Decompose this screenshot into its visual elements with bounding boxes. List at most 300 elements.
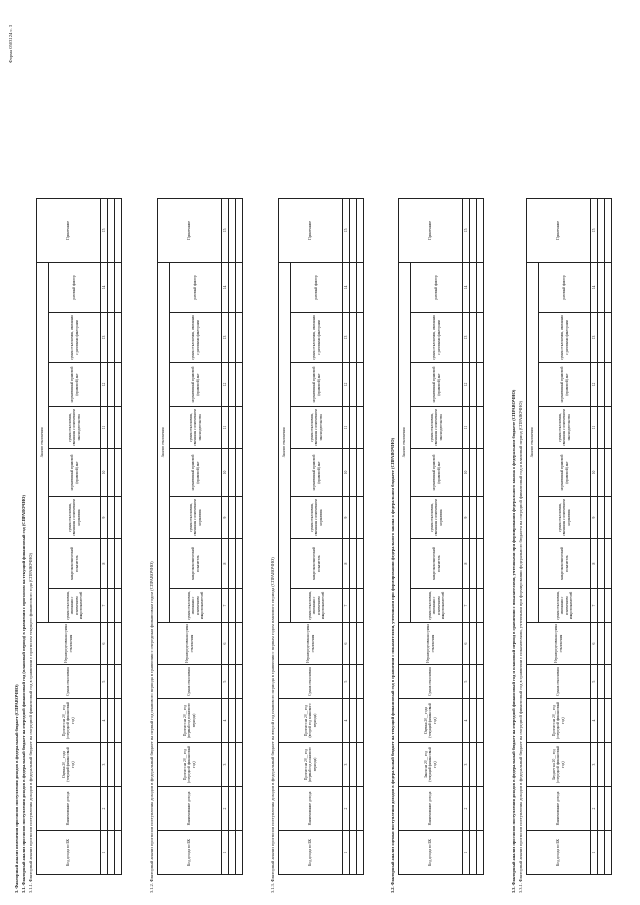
- table-cell: [477, 407, 484, 449]
- table-row: [229, 198, 236, 874]
- header-code: Код дохода по БК: [279, 831, 343, 875]
- table-cell: [470, 497, 477, 539]
- header-a14: разовый фактор: [170, 262, 222, 312]
- table-cell: [357, 407, 364, 449]
- column-number: 2: [343, 787, 350, 831]
- table-cell: [236, 623, 243, 665]
- table-cell: [477, 313, 484, 363]
- column-number: 4: [343, 699, 350, 743]
- header-name: Наименование дохода: [37, 787, 101, 831]
- header-analysis: Анализ отклонения: [158, 262, 170, 622]
- table-cell: [605, 313, 612, 363]
- table-cell: [229, 665, 236, 699]
- header-code: Код дохода по БК: [527, 831, 591, 875]
- table-cell: [350, 262, 357, 312]
- column-number: 8: [591, 539, 598, 589]
- column-number: 12: [343, 363, 350, 407]
- table-cell: [236, 665, 243, 699]
- header-a7: сумма отклонения, связанная с изменением макропоказателей: [291, 589, 343, 623]
- column-number: 11: [343, 407, 350, 449]
- section-3-1-1-title: 3.1.1. Факторный анализ прогнозов поступления доходов в федеральный бюджет на очередной финансовый год в сравнении с прогнозом текущего финансового года (СПРАВОЧНО): [28, 552, 33, 893]
- header-a11: сумма отклонения, связанная с изменением законодательства: [49, 407, 101, 449]
- table-cell: [598, 539, 605, 589]
- table-cell: [470, 787, 477, 831]
- column-number: 14: [101, 262, 108, 312]
- table-cell: [229, 831, 236, 875]
- table-cell: [598, 497, 605, 539]
- header-dev: Сумма отклонения: [279, 665, 343, 699]
- column-number: 4: [591, 699, 598, 743]
- column-number: 13: [343, 313, 350, 363]
- table-cell: [605, 262, 612, 312]
- header-p1: Закон на 20__ год (текущий финансовый год): [399, 743, 463, 787]
- header-a10: нормативный правовой (правовой) акт: [291, 449, 343, 497]
- table-cell: [350, 449, 357, 497]
- table-cell: [229, 699, 236, 743]
- table-cell: [236, 449, 243, 497]
- header-unexp: Нераспределенная сумма отклонения: [399, 623, 463, 665]
- section-3-1-2-title: 3.1.2. Факторный анализ прогнозов поступления доходов в федеральный бюджет на первый год планового периода в сравнении с очередным финансовым годом (СПРАВОЧНО): [149, 561, 154, 893]
- table-cell: [236, 262, 243, 312]
- column-number: 7: [343, 589, 350, 623]
- header-a10: нормативный правовой (правовой) акт: [539, 449, 591, 497]
- header-a14: разовый фактор: [411, 262, 463, 312]
- header-analysis: Анализ отклонения: [527, 262, 539, 622]
- header-a12: нормативный правовой (правовой) акт: [539, 363, 591, 407]
- table-cell: [236, 699, 243, 743]
- column-number: 14: [591, 262, 598, 312]
- total-row: [477, 198, 484, 874]
- table-cell: [477, 198, 484, 262]
- table-cell: [605, 407, 612, 449]
- table-cell: [477, 262, 484, 312]
- header-a11: сумма отклонения, связанная с изменением законодательства: [539, 407, 591, 449]
- table-cell: [477, 497, 484, 539]
- column-number: 11: [591, 407, 598, 449]
- column-number: 8: [463, 539, 470, 589]
- table-cell: [108, 589, 115, 623]
- table-cell: [605, 743, 612, 787]
- header-name: Наименование дохода: [527, 787, 591, 831]
- header-unexp: Нераспределенная сумма отклонения: [279, 623, 343, 665]
- table-cell: [229, 313, 236, 363]
- column-number: 12: [101, 363, 108, 407]
- section-3-3-title: 3.3. Факторный анализ прогнозов поступления доходов в федеральный бюджет на очередной финансовый год и плановый период в сравнении с показателями, учтенными при формировании федерального закона о федеральном бюджете (СПРАВОЧНО): [511, 389, 516, 893]
- table-cell: [357, 497, 364, 539]
- table-cell: [229, 743, 236, 787]
- report-table: [278, 198, 364, 875]
- table-cell: [605, 623, 612, 665]
- table-cell: [470, 589, 477, 623]
- section-3-3-1-title: 3.3.1. Факторный анализ прогнозов поступления доходов в федеральный бюджет на очередной финансовый год в сравнении с показателями, учтенными при формировании федерального бюджета на очередной финансовый год и плановый период (СПРАВОЧНО): [518, 401, 523, 893]
- column-number: 5: [101, 665, 108, 699]
- table-cell: [357, 589, 364, 623]
- table-cell: [605, 497, 612, 539]
- header-a8: макроэкономический показатель: [170, 539, 222, 589]
- table-cell: [108, 623, 115, 665]
- table-cell: [115, 449, 122, 497]
- column-number: 8: [343, 539, 350, 589]
- column-number: 1: [591, 831, 598, 875]
- header-a9: сумма отклонения, связанная с изменением норматива: [49, 497, 101, 539]
- header-unexp: Нераспределенная сумма отклонения: [158, 623, 222, 665]
- table-cell: [236, 363, 243, 407]
- column-number: 12: [591, 363, 598, 407]
- column-number: 3: [343, 743, 350, 787]
- column-number: 12: [463, 363, 470, 407]
- table-cell: [236, 198, 243, 262]
- table-cell: [229, 539, 236, 589]
- column-number: 11: [222, 407, 229, 449]
- table-cell: [350, 743, 357, 787]
- table-cell: [236, 831, 243, 875]
- table-cell: [350, 589, 357, 623]
- header-dev: Сумма отклонения: [37, 665, 101, 699]
- column-number: 14: [222, 262, 229, 312]
- table-cell: [470, 539, 477, 589]
- table-cell: [115, 831, 122, 875]
- column-number: 4: [463, 699, 470, 743]
- table-cell: [357, 198, 364, 262]
- table-cell: [605, 539, 612, 589]
- table-cell: [350, 665, 357, 699]
- total-row: [236, 198, 243, 874]
- column-number: 12: [222, 363, 229, 407]
- table-cell: [357, 787, 364, 831]
- table-cell: [470, 262, 477, 312]
- table-cell: [470, 831, 477, 875]
- header-a8: макроэкономический показатель: [291, 539, 343, 589]
- column-number: 3: [101, 743, 108, 787]
- table-cell: [115, 665, 122, 699]
- table-cell: [236, 743, 243, 787]
- table-cell: [470, 623, 477, 665]
- table-cell: [350, 539, 357, 589]
- report-table: [157, 198, 243, 875]
- column-number: 9: [463, 497, 470, 539]
- table-row: [598, 198, 605, 874]
- column-number: 5: [222, 665, 229, 699]
- table-cell: [108, 539, 115, 589]
- header-a7: сумма отклонения, связанная с изменением макропоказателей: [170, 589, 222, 623]
- table-cell: [598, 623, 605, 665]
- table-cell: [115, 262, 122, 312]
- table-cell: [598, 665, 605, 699]
- table-cell: [470, 363, 477, 407]
- header-a7: сумма отклонения, связанная с изменением макропоказателей: [539, 589, 591, 623]
- header-dev: Сумма отклонения: [158, 665, 222, 699]
- header-a14: разовый фактор: [49, 262, 101, 312]
- section-3-1-3-title: 3.1.3. Факторный анализ прогнозов поступления доходов в федеральный бюджет на второй год планового периода в сравнении с первым годом планового периода (СПРАВОЧНО): [270, 557, 275, 893]
- column-number: 15: [222, 198, 229, 262]
- header-p2: Прогноз на 20__ год (первый год планового периода): [158, 699, 222, 743]
- header-a14: разовый фактор: [291, 262, 343, 312]
- table-cell: [470, 699, 477, 743]
- column-number: 8: [101, 539, 108, 589]
- header-analysis: Анализ отклонения: [279, 262, 291, 622]
- table-cell: [236, 589, 243, 623]
- table-cell: [115, 198, 122, 262]
- header-a10: нормативный правовой (правовой) акт: [411, 449, 463, 497]
- column-number: 5: [463, 665, 470, 699]
- table-cell: [470, 407, 477, 449]
- table-row: [108, 198, 115, 874]
- table-cell: [108, 313, 115, 363]
- header-a9: сумма отклонения, связанная с изменением норматива: [291, 497, 343, 539]
- column-number: 9: [101, 497, 108, 539]
- table-cell: [598, 787, 605, 831]
- table-cell: [108, 831, 115, 875]
- table-row: [350, 198, 357, 874]
- table-cell: [350, 313, 357, 363]
- table-cell: [115, 539, 122, 589]
- table-cell: [605, 589, 612, 623]
- column-number: 5: [591, 665, 598, 699]
- header-p1: Прогноз на 20__ год (очередной финансовый год): [158, 743, 222, 787]
- column-number: 14: [463, 262, 470, 312]
- table-cell: [598, 363, 605, 407]
- header-note: Примечание: [527, 198, 591, 262]
- column-number: 2: [591, 787, 598, 831]
- column-number: 13: [463, 313, 470, 363]
- header-analysis: Анализ отклонения: [399, 262, 411, 622]
- column-number: 7: [101, 589, 108, 623]
- header-a11: сумма отклонения, связанная с изменением законодательства: [411, 407, 463, 449]
- table-cell: [477, 699, 484, 743]
- header-a11: сумма отклонения, связанная с изменением законодательства: [291, 407, 343, 449]
- header-p2: Прогноз на 20__ год (очередной финансовый год): [37, 699, 101, 743]
- table-cell: [108, 699, 115, 743]
- table-cell: [357, 831, 364, 875]
- header-a13: сумма отклонения, связанная с разовыми факторами: [291, 313, 343, 363]
- header-note: Примечание: [399, 198, 463, 262]
- table-cell: [115, 699, 122, 743]
- header-a13: сумма отклонения, связанная с разовыми факторами: [170, 313, 222, 363]
- table-cell: [115, 313, 122, 363]
- table-cell: [605, 363, 612, 407]
- header-note: Примечание: [37, 198, 101, 262]
- column-number: 1: [101, 831, 108, 875]
- table-cell: [598, 699, 605, 743]
- table-cell: [605, 787, 612, 831]
- header-dev: Сумма отклонения: [527, 665, 591, 699]
- table-cell: [357, 699, 364, 743]
- column-number: 3: [222, 743, 229, 787]
- table-cell: [350, 497, 357, 539]
- table-cell: [108, 787, 115, 831]
- column-number: 2: [101, 787, 108, 831]
- table-cell: [357, 262, 364, 312]
- header-unexp: Нераспределенная сумма отклонения: [37, 623, 101, 665]
- column-number: 14: [343, 262, 350, 312]
- header-p1: Бюджет на 20__ год (очередной финансовый год): [527, 743, 591, 787]
- table-cell: [605, 198, 612, 262]
- report-table: [36, 198, 122, 875]
- header-a14: разовый фактор: [539, 262, 591, 312]
- table-cell: [598, 831, 605, 875]
- table-cell: [108, 262, 115, 312]
- header-a9: сумма отклонения, связанная с изменением норматива: [411, 497, 463, 539]
- section-title: 3. Факторный анализ изменения прогнозов поступления доходов в федеральный бюджет (СПРАВОЧНО): [14, 684, 19, 893]
- form-number: Форма 0503124 с. 3: [8, 24, 13, 63]
- table-cell: [108, 363, 115, 407]
- table-row: [470, 198, 477, 874]
- table-cell: [477, 363, 484, 407]
- table-cell: [350, 198, 357, 262]
- header-dev: Сумма отклонения: [399, 665, 463, 699]
- section-3-2-title: 3.2. Факторный анализ оценки поступления доходов в федеральный бюджет на текущий финансовый год в сравнении с показателями, учтенными при формировании федерального закона о федеральном бюджете (СПРАВОЧНО): [390, 437, 395, 893]
- report-table: [526, 198, 612, 875]
- column-number: 13: [222, 313, 229, 363]
- header-a13: сумма отклонения, связанная с разовыми факторами: [49, 313, 101, 363]
- table-cell: [470, 198, 477, 262]
- table-cell: [350, 699, 357, 743]
- table-cell: [350, 831, 357, 875]
- column-number: 15: [591, 198, 598, 262]
- column-number: 6: [222, 623, 229, 665]
- report-table: [398, 198, 484, 875]
- header-code: Код дохода по БК: [37, 831, 101, 875]
- table-cell: [236, 313, 243, 363]
- header-a12: нормативный правовой (правовой) акт: [170, 363, 222, 407]
- column-number: 9: [343, 497, 350, 539]
- table-cell: [477, 743, 484, 787]
- header-a12: нормативный правовой (правовой) акт: [49, 363, 101, 407]
- table-cell: [108, 743, 115, 787]
- header-a9: сумма отклонения, связанная с изменением норматива: [170, 497, 222, 539]
- column-number: 1: [222, 831, 229, 875]
- column-number: 6: [101, 623, 108, 665]
- table-cell: [115, 623, 122, 665]
- table-cell: [477, 539, 484, 589]
- table-cell: [477, 449, 484, 497]
- table-cell: [108, 449, 115, 497]
- table-cell: [477, 623, 484, 665]
- table-cell: [115, 407, 122, 449]
- column-number: 7: [591, 589, 598, 623]
- table-cell: [598, 449, 605, 497]
- table-cell: [477, 831, 484, 875]
- column-number: 2: [463, 787, 470, 831]
- table-cell: [115, 497, 122, 539]
- header-a8: макроэкономический показатель: [49, 539, 101, 589]
- table-cell: [350, 363, 357, 407]
- table-cell: [350, 407, 357, 449]
- column-number: 4: [101, 699, 108, 743]
- table-cell: [470, 313, 477, 363]
- table-cell: [115, 363, 122, 407]
- header-a8: макроэкономический показатель: [539, 539, 591, 589]
- table-cell: [229, 198, 236, 262]
- table-cell: [470, 449, 477, 497]
- table-cell: [236, 497, 243, 539]
- table-cell: [229, 262, 236, 312]
- column-number: 9: [591, 497, 598, 539]
- table-cell: [108, 665, 115, 699]
- column-number: 13: [101, 313, 108, 363]
- header-a13: сумма отклонения, связанная с разовыми факторами: [411, 313, 463, 363]
- table-cell: [357, 623, 364, 665]
- column-number: 9: [222, 497, 229, 539]
- table-cell: [598, 589, 605, 623]
- header-a8: макроэкономический показатель: [411, 539, 463, 589]
- header-p1: Оценка 20__ года (текущий финансовый год): [37, 743, 101, 787]
- table-cell: [236, 539, 243, 589]
- header-code: Код дохода по БК: [158, 831, 222, 875]
- table-cell: [236, 407, 243, 449]
- table-cell: [108, 407, 115, 449]
- header-p2: Оценка 20__ года (текущий финансовый год): [399, 699, 463, 743]
- header-a10: нормативный правовой (правовой) акт: [49, 449, 101, 497]
- column-number: 3: [463, 743, 470, 787]
- table-cell: [115, 743, 122, 787]
- column-number: 4: [222, 699, 229, 743]
- table-cell: [357, 743, 364, 787]
- column-number: 6: [463, 623, 470, 665]
- table-cell: [108, 497, 115, 539]
- table-cell: [357, 449, 364, 497]
- table-cell: [357, 313, 364, 363]
- column-number: 15: [101, 198, 108, 262]
- table-cell: [605, 665, 612, 699]
- table-cell: [350, 787, 357, 831]
- column-number: 11: [101, 407, 108, 449]
- section-3-1-title: 3.1. Факторный анализ прогнозов поступления доходов в федеральный бюджет на очередной финансовый год (плановый период) в сравнении с прогнозом на текущий финансовый год (СПРАВОЧНО): [21, 495, 26, 893]
- table-cell: [229, 363, 236, 407]
- column-number: 6: [591, 623, 598, 665]
- table-cell: [115, 589, 122, 623]
- table-cell: [350, 623, 357, 665]
- table-cell: [357, 539, 364, 589]
- total-row: [115, 198, 122, 874]
- table-cell: [108, 198, 115, 262]
- table-cell: [229, 497, 236, 539]
- table-cell: [598, 313, 605, 363]
- column-number: 3: [591, 743, 598, 787]
- header-a10: нормативный правовой (правовой) акт: [170, 449, 222, 497]
- header-name: Наименование дохода: [279, 787, 343, 831]
- table-cell: [470, 743, 477, 787]
- table-cell: [229, 407, 236, 449]
- header-p2: Прогноз на 20__ год (второй год планового периода): [279, 699, 343, 743]
- header-p1: Прогноз на 20__ год (первый год планового периода): [279, 743, 343, 787]
- column-number: 11: [463, 407, 470, 449]
- header-note: Примечание: [158, 198, 222, 262]
- header-a12: нормативный правовой (правовой) акт: [411, 363, 463, 407]
- column-number: 10: [463, 449, 470, 497]
- table-cell: [229, 787, 236, 831]
- column-number: 6: [343, 623, 350, 665]
- table-cell: [598, 407, 605, 449]
- table-cell: [477, 787, 484, 831]
- column-number: 10: [343, 449, 350, 497]
- column-number: 1: [463, 831, 470, 875]
- column-number: 8: [222, 539, 229, 589]
- table-cell: [598, 743, 605, 787]
- table-cell: [229, 623, 236, 665]
- header-a9: сумма отклонения, связанная с изменением норматива: [539, 497, 591, 539]
- table-cell: [605, 831, 612, 875]
- header-name: Наименование дохода: [399, 787, 463, 831]
- header-code: Код дохода по БК: [399, 831, 463, 875]
- table-cell: [357, 363, 364, 407]
- column-number: 10: [222, 449, 229, 497]
- header-a7: сумма отклонения, связанная с изменением макропоказателей: [411, 589, 463, 623]
- header-name: Наименование дохода: [158, 787, 222, 831]
- header-a11: сумма отклонения, связанная с изменением законодательства: [170, 407, 222, 449]
- header-analysis: Анализ отклонения: [37, 262, 49, 622]
- column-number: 15: [463, 198, 470, 262]
